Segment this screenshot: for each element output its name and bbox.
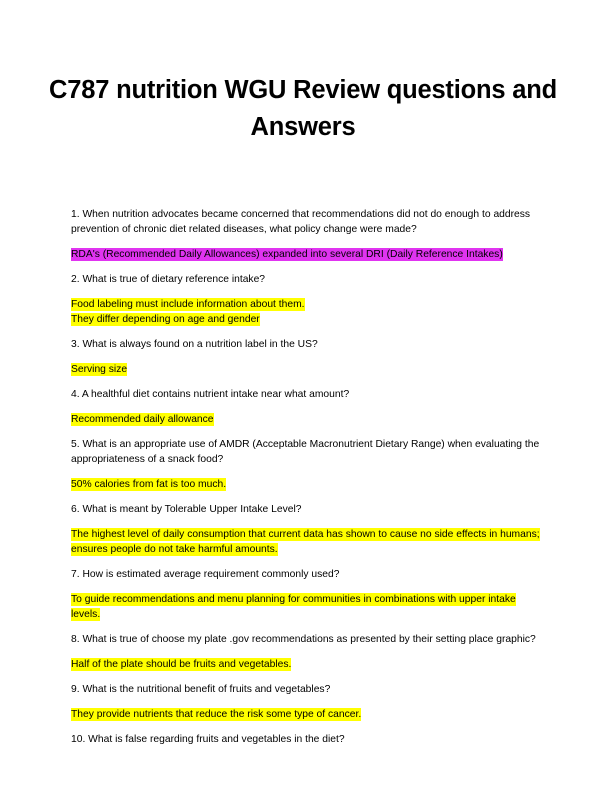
answer-block [71,477,541,492]
answer-block [71,297,541,327]
answer-text-highlight: Food labeling must include information about them. [71,299,305,310]
qa-item [71,732,541,747]
qa-item [71,632,541,672]
document-title: C787 nutrition WGU Review questions and Answers [49,76,557,141]
question-text: 1. When nutrition advocates became concerned that recommendations did not do enough to address prevention of chronic diet related diseases, what policy change were made? [71,209,531,235]
answer-text-highlight: RDA's (Recommended Daily Allowances) expanded into several DRI (Daily Reference Intakes) [71,249,503,260]
answer-text-highlight: They differ depending on age and gender [71,314,260,325]
question-text: 3. What is always found on a nutrition label in the US? [71,339,318,350]
answer-text-highlight: They provide nutrients that reduce the risk some type of cancer. [71,709,362,720]
answer-text-highlight: Half of the plate should be fruits and vegetables. [71,659,292,670]
qa-item [71,502,541,557]
answer-text-highlight: Serving size [71,364,128,375]
question-text: 5. What is an appropriate use of AMDR (Acceptable Macronutrient Dietary Range) when evaluating the appropriateness of a snack food? [71,439,540,465]
question-text: 8. What is true of choose my plate .gov recommendations as presented by their setting place graphic? [71,634,536,645]
question-text: 10. What is false regarding fruits and vegetables in the diet? [71,734,345,745]
answer-text-highlight: 50% calories from fat is too much. [71,479,227,490]
question-text: 7. How is estimated average requirement commonly used? [71,569,340,580]
answer-block [71,362,541,377]
qa-item [71,207,541,262]
question-text: 2. What is true of dietary reference intake? [71,274,266,285]
qa-list [71,207,541,757]
question-text: 4. A healthful diet contains nutrient intake near what amount? [71,389,350,400]
question-text: 6. What is meant by Tolerable Upper Intake Level? [71,504,302,515]
qa-item [71,272,541,327]
answer-text-highlight: To guide recommendations and menu planning for communities in combinations with upper intake levels. [71,594,516,620]
answer-block [71,707,541,722]
answer-block [71,527,541,557]
qa-item [71,567,541,622]
qa-item [71,387,541,427]
answer-block [71,412,541,427]
qa-item [71,337,541,377]
qa-item [71,437,541,492]
answer-text-highlight: Recommended daily allowance [71,414,214,425]
answer-text-highlight: The highest level of daily consumption that current data has shown to cause no side effects in humans; ensures people do not take harmful amounts. [71,529,540,555]
answer-block [71,657,541,672]
answer-block [71,247,541,262]
answer-block [71,592,541,622]
question-text: 9. What is the nutritional benefit of fruits and vegetables? [71,684,331,695]
qa-item [71,682,541,722]
